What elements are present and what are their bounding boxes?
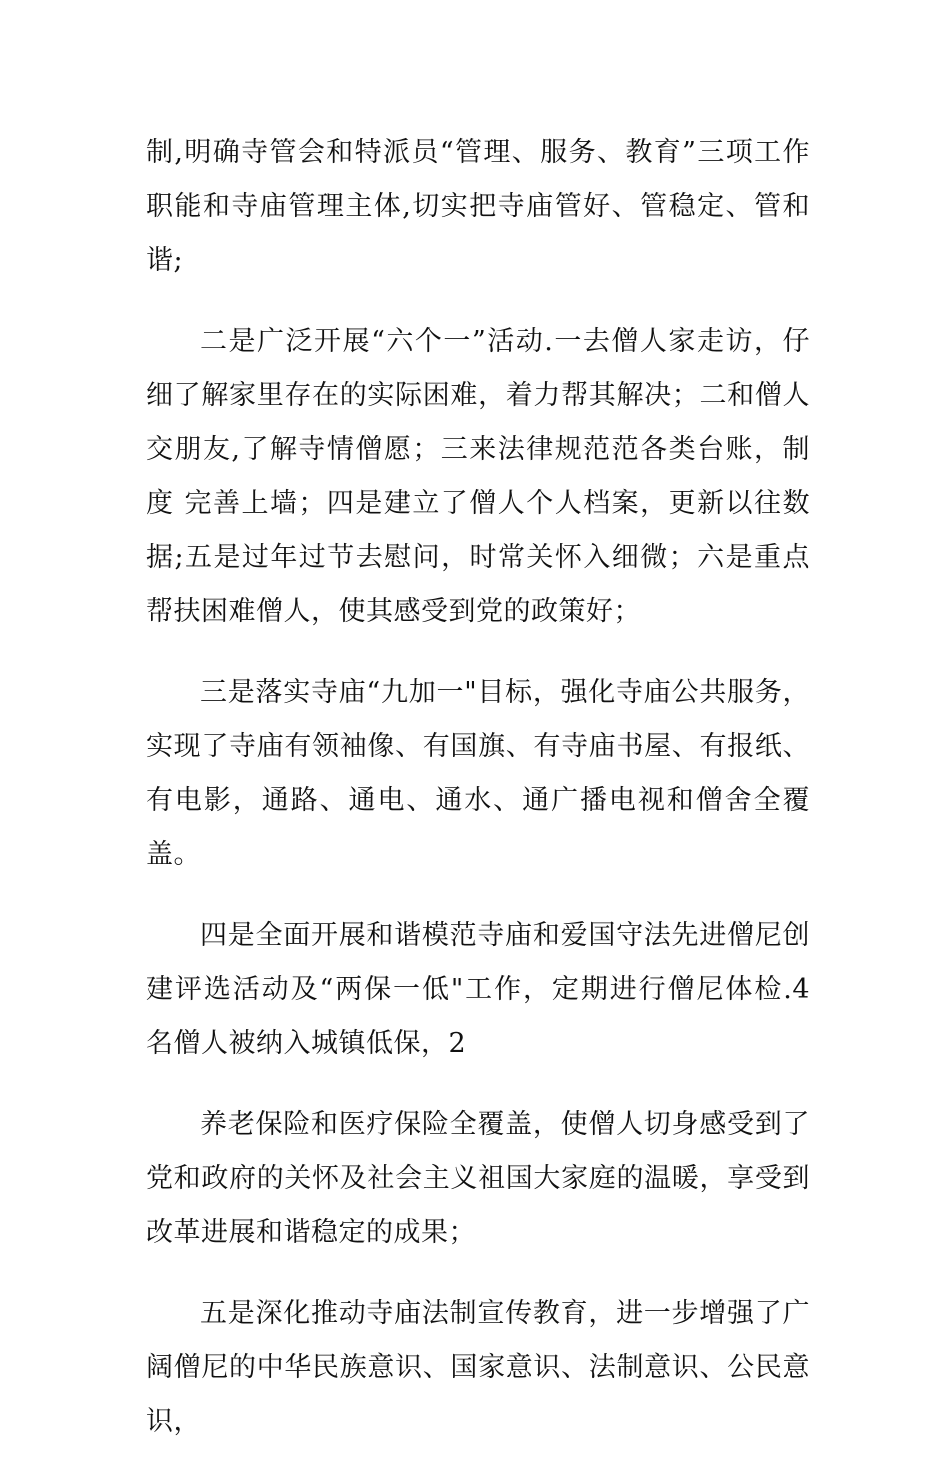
paragraph-5: 养老保险和医疗保险全覆盖，使僧人切身感受到了党和政府的关怀及社会主义祖国大家庭的温暖，享受到改革进展和谐稳定的成果； — [146, 1109, 810, 1248]
document-body — [146, 126, 810, 1476]
paragraph-4: 四是全面开展和谐模范寺庙和爱国守法先进僧尼创建评选活动及“两保一低"工作，定期进行僧尼体检.4 名僧人被纳入城镇低保，2 — [146, 920, 810, 1059]
paragraph-2: 二是广泛开展“六个一”活动.一去僧人家走访，仔细了解家里存在的实际困难，着力帮其解决；二和僧人交朋友,了解寺情僧愿；三来法律规范范各类台账，制度 完善上墙；四是建立了僧人个人档案，更新以往数据;五是过年过节去慰问，时常关怀入细微；六是重点帮扶困难僧人，使其感受到党的政策好； — [146, 326, 810, 627]
paragraph-1: 制,明确寺管会和特派员“管理、服务、教育”三项工作职能和寺庙管理主体,切实把寺庙管好、管稳定、管和谐; — [146, 137, 810, 276]
paragraph-3: 三是落实寺庙“九加一"目标，强化寺庙公共服务，实现了寺庙有领袖像、有国旗、有寺庙书屋、有报纸、有电影，通路、通电、通水、通广播电视和僧舍全覆盖。 — [146, 677, 810, 870]
paragraph-6: 五是深化推动寺庙法制宣传教育，进一步增强了广阔僧尼的中华民族意识、国家意识、法制意识、公民意识， — [146, 1298, 810, 1437]
